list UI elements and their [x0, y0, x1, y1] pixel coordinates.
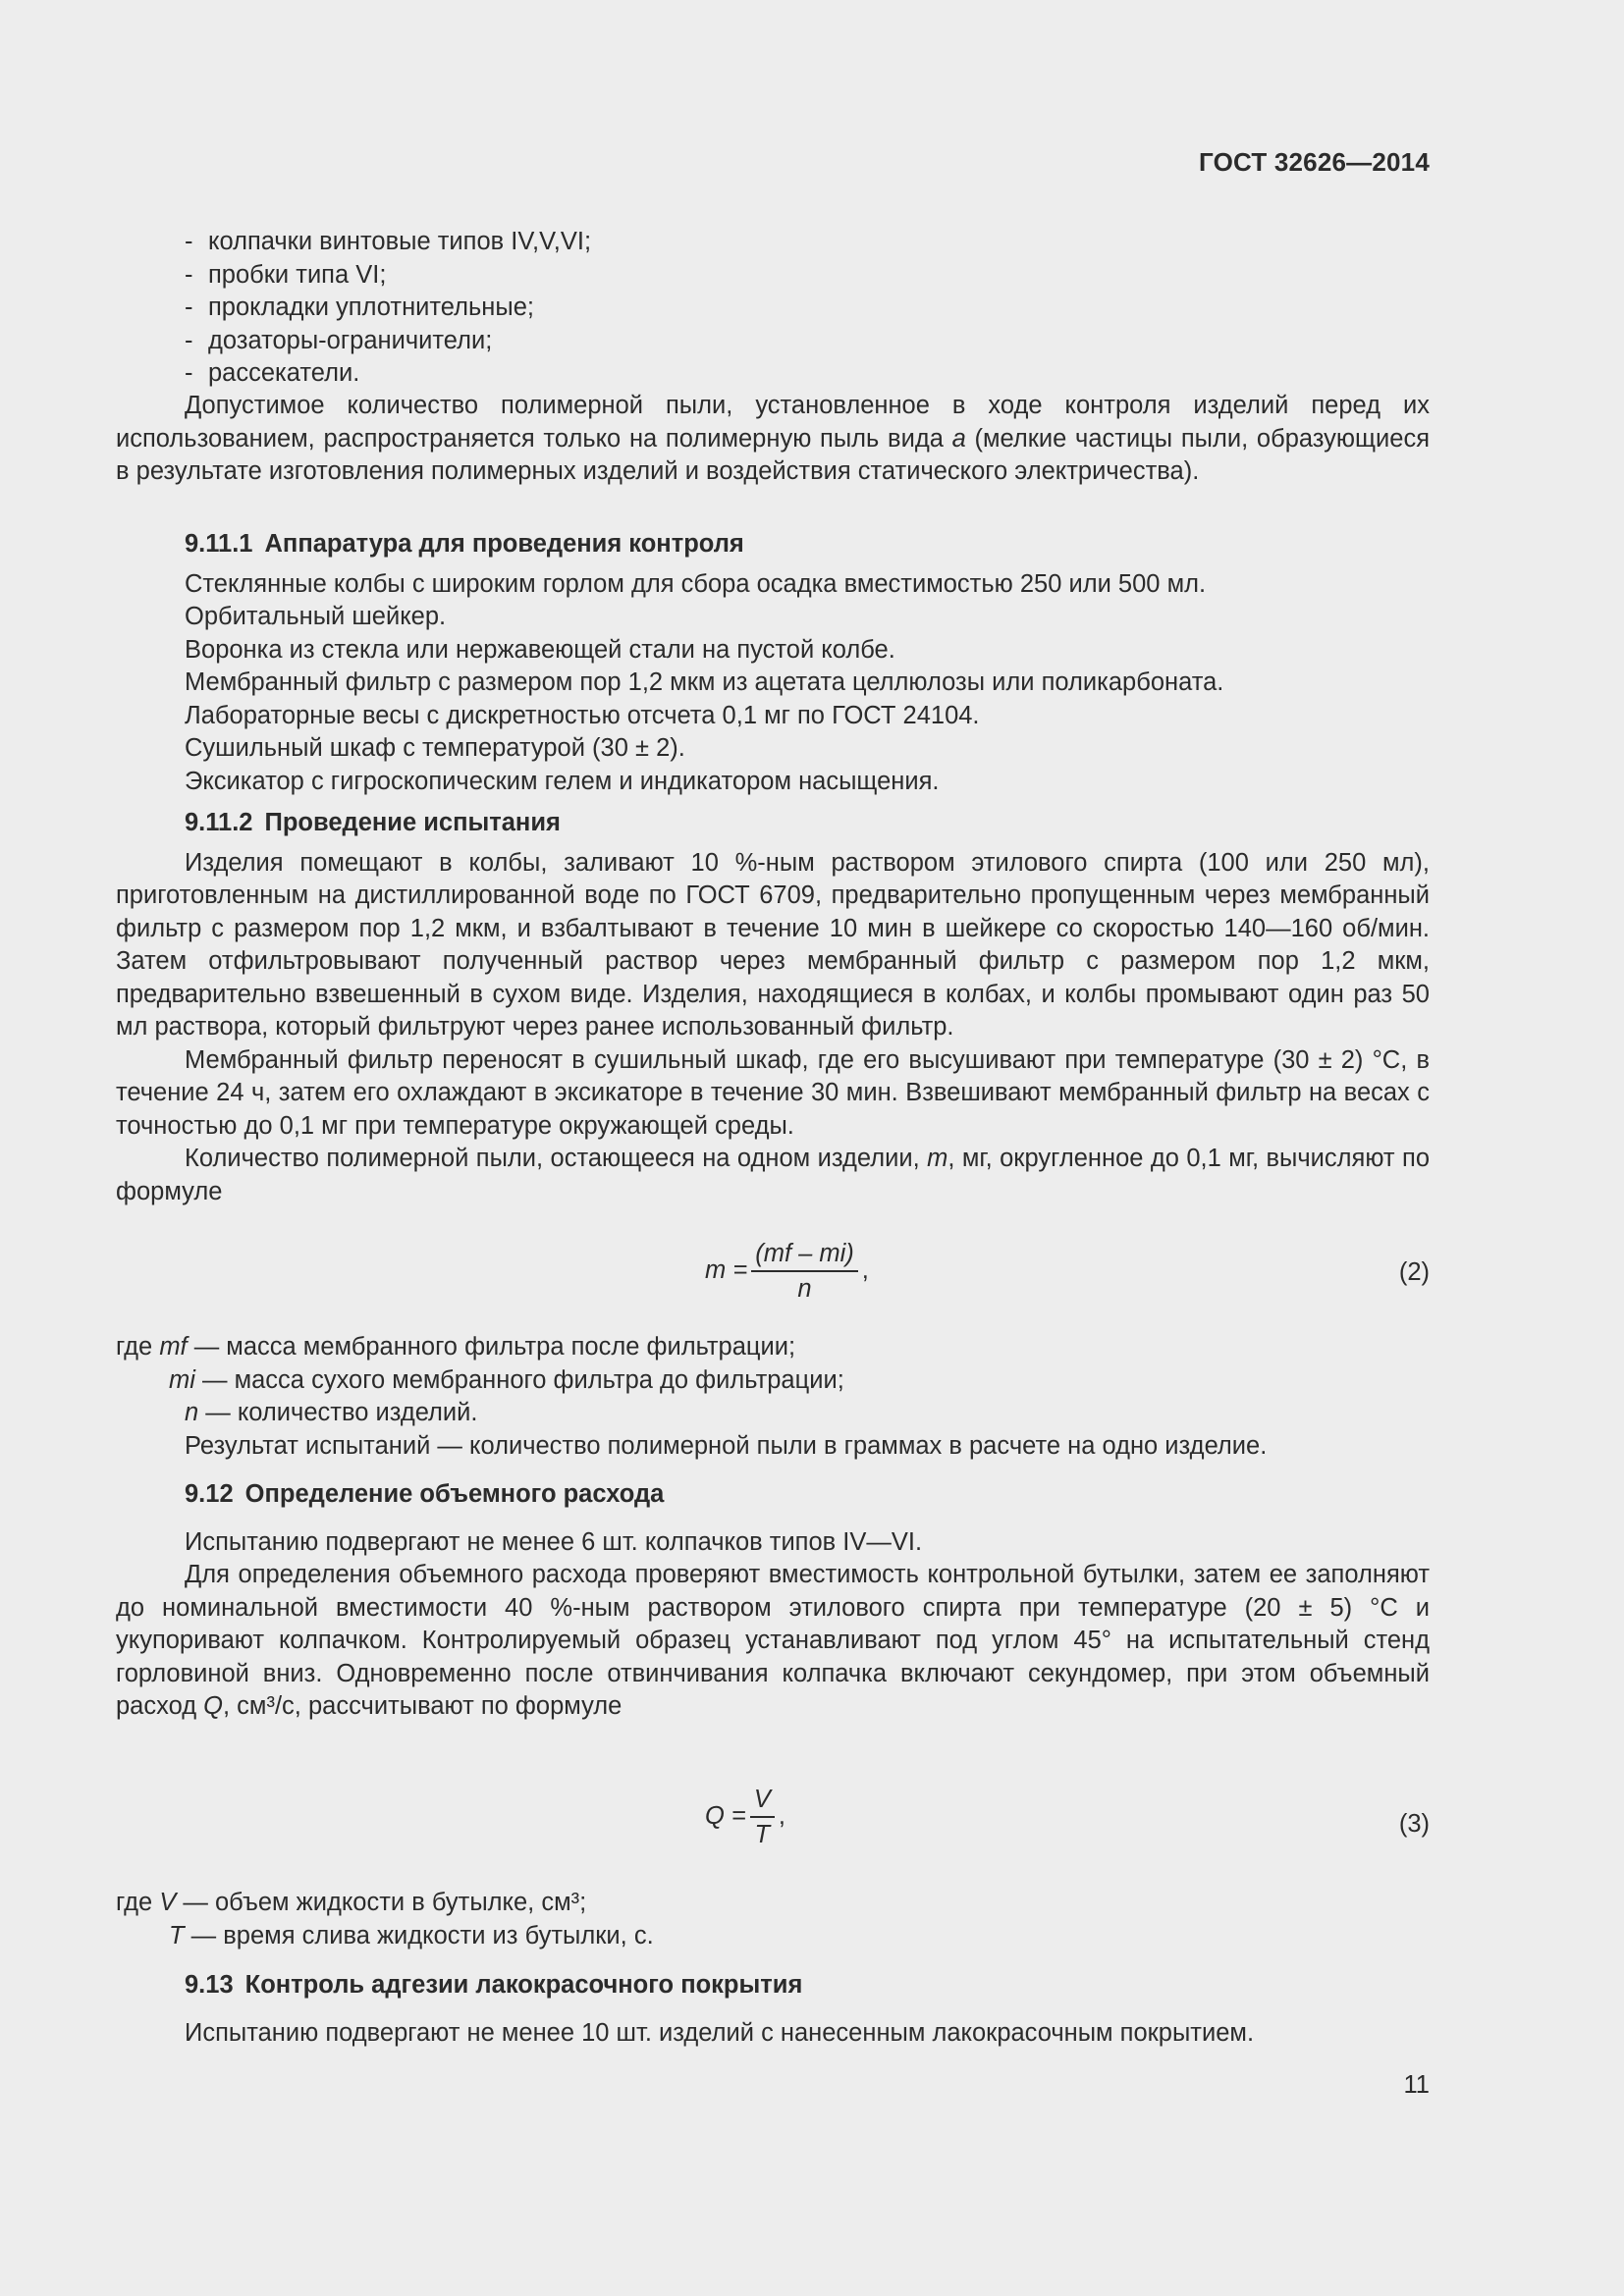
dash-list — [116, 226, 1430, 391]
paragraph: Количество полимерной пыли, остающееся на одном изделии, m, мг, округленное до 0,1 мг, вычисляют по формуле — [116, 1145, 1430, 1205]
formula-lhs: m = — [705, 1256, 748, 1285]
list-item: - прокладки уплотнительные; — [185, 294, 534, 321]
legend-line: где V — объем жидкости в бутылке, см³; — [116, 1889, 587, 1916]
legend-line: mi — масса сухого мембранного фильтра до фильтрации; — [169, 1365, 844, 1394]
list-item: - рассекатели. — [185, 359, 360, 387]
list-item: - дозаторы-ограничители; — [185, 326, 493, 354]
equipment-item: Воронка из стекла или нержавеющей стали на пустой колбе. — [185, 635, 895, 664]
denominator: n — [797, 1275, 812, 1303]
equipment-item: Лабораторные весы с дискретностью отсчета 0,1 мг по ГОСТ 24104. — [185, 701, 980, 729]
numerator: V — [750, 1785, 775, 1818]
page-number: 11 — [1403, 2071, 1430, 2099]
equipment-item: Стеклянные колбы с широким горлом для сбора осадка вместимостью 250 или 500 мл. — [185, 569, 1207, 598]
section-heading: 9.12 Определение объемного расхода — [185, 1480, 665, 1508]
equipment-item: Мембранный фильтр с размером пор 1,2 мкм из ацетата целлюлозы или поликарбоната. — [185, 668, 1224, 696]
legend-line: где mf — масса мембранного фильтра после фильтрации; — [116, 1333, 796, 1361]
fraction — [751, 1239, 858, 1304]
section-9-12 — [116, 1478, 1430, 1724]
section-heading: 9.13 Контроль адгезии лакокрасочного покрытия — [185, 1971, 803, 1999]
list-item: - пробки типа VI; — [185, 260, 387, 289]
equipment-item: Эксикатор с гигроскопическим гелем и индикатором насыщения. — [185, 767, 940, 795]
equation-number: (3) — [1398, 1810, 1430, 1838]
formula-2-legend — [116, 1331, 1430, 1463]
paragraph: Изделия помещают в колбы, заливают 10 %-ным раствором этилового спирта (100 или 250 мл), приготовленным на дистиллированной воде по ГОСТ 6709, предварительно пропущенным через мембранный фильтр с размером пор 1,2 мкм, и взбалтывают в течение 10 мин в шейкере со скоростью 140—160 об/мин. Затем отфильтровывают полученный раствор через мембранный фильтр с размером пор 1,2 мкм, предварительно взвешенный в сухом виде. Изделия, находящиеся в колбах, и колбы промывают один раз 50 мл раствора, который фильтруют через ранее использованный фильтр. — [116, 848, 1430, 1041]
paragraph: Испытанию подвергают не менее 10 шт. изделий с нанесенным лакокрасочным покрытием. — [185, 2018, 1255, 2047]
equipment-item: Сушильный шкаф с температурой (30 ± 2). — [185, 734, 685, 762]
formula-3-legend — [116, 1887, 1430, 1952]
equipment-item: Орбитальный шейкер. — [185, 603, 447, 630]
section-heading: 9.11.1 Аппаратура для проведения контроля — [185, 530, 744, 558]
section-9-11-2 — [116, 807, 1430, 1208]
paragraph: Мембранный фильтр переносят в сушильный шкаф, где его высушивают при температуре (30 ± 2) °С, в течение 24 ч, затем его охлаждают в эксикаторе в течение 30 мин. Взвешивают мембранный фильтр на весах с точностью до 0,1 мг при температуре окружающей среды. — [116, 1045, 1430, 1140]
fraction — [750, 1785, 775, 1849]
formula-lhs: Q = — [705, 1802, 746, 1831]
dust-paragraph: Допустимое количество полимерной пыли, установленное в ходе контроля изделий перед их использованием, распространяется только на полимерную пыль вида а (мелкие частицы пыли, образующиеся в результате изготовления полимерных изделий и воздействия статического электричества). — [116, 392, 1431, 485]
result-line: Результат испытаний — количество полимерной пыли в граммах в расчете на одно изделие. — [185, 1431, 1268, 1460]
section-9-11-1 — [116, 528, 1430, 798]
paragraph: Испытанию подвергают не менее 6 шт. колпачков типов IV—VI. — [185, 1527, 923, 1556]
denominator: T — [754, 1821, 771, 1848]
legend-line: n — количество изделий. — [185, 1399, 478, 1426]
equation-number: (2) — [1398, 1258, 1430, 1286]
formula-2: m = $\frac{(mf - mi)}{n}$ , (2) — [705, 1240, 1430, 1303]
paragraph: Для определения объемного расхода проверяют вместимость контрольной бутылки, затем ее заполняют до номинальной вместимости 40 %-ным раствором этилового спирта при температуре (20 ± 5) °С и укупоривают колпачком. Контролируемый образец устанавливают под углом 45° на испытательный стенд горловиной вниз. Одновременно после отвинчивания колпачка включают секундомер, при этом объемный расход Q, см³/с, рассчитывают по формуле — [116, 1561, 1430, 1720]
list-item: - колпачки винтовые типов IV,V,VI; — [185, 228, 592, 255]
formula-3: Q = $\frac{V}{T}$ , (3) — [705, 1786, 1430, 1848]
document-code-header: ГОСТ 32626—2014 — [1199, 147, 1430, 177]
section-heading: 9.11.2 Проведение испытания — [185, 809, 561, 836]
section-9-13 — [116, 1969, 1430, 2050]
legend-line: T — время слива жидкости из бутылки, с. — [169, 1921, 654, 1949]
numerator: (mf – mi) — [751, 1239, 858, 1272]
